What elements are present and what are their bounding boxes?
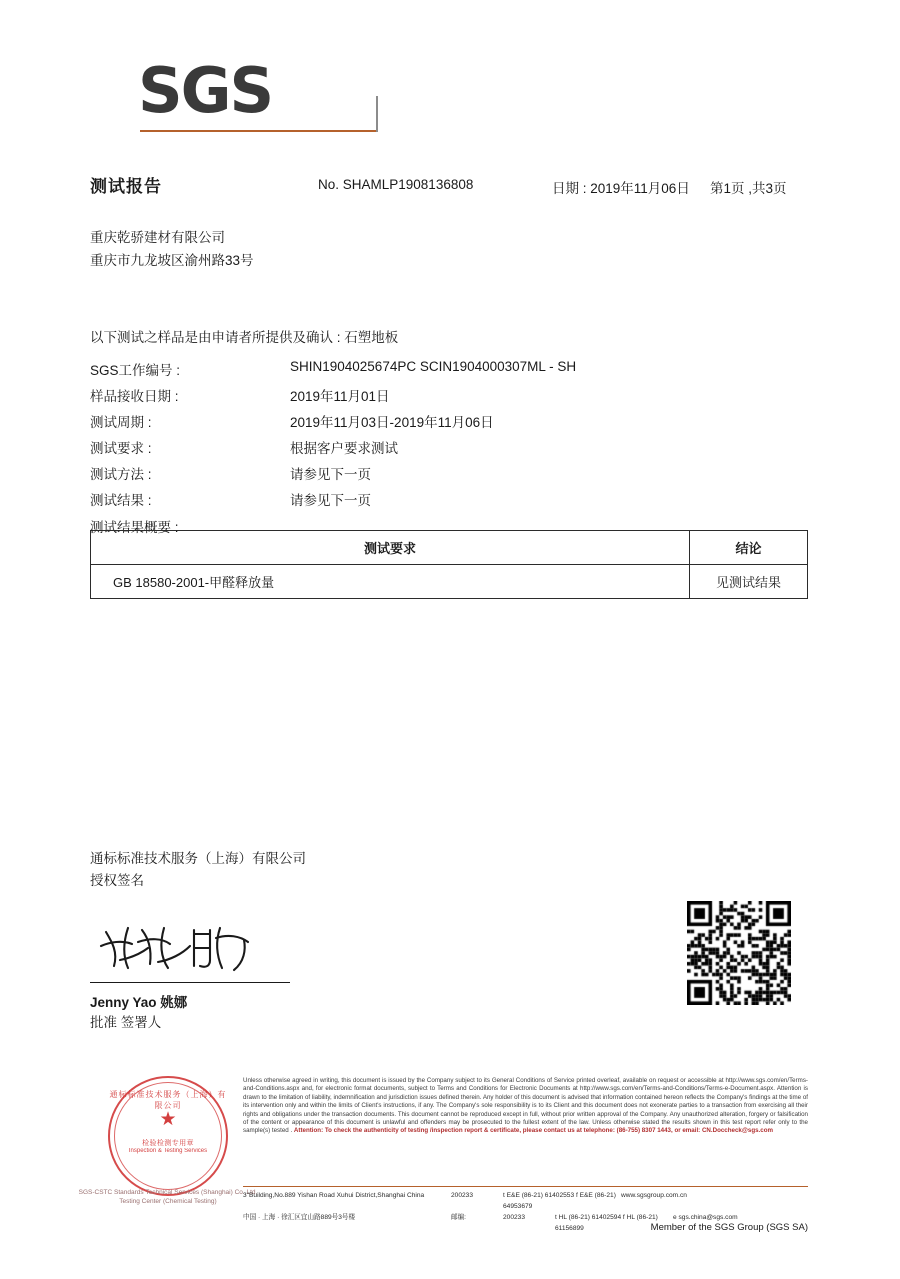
legal-attention: Attention: To check the authenticity of testing /inspection report & certificate, please contact us at telephone: (86-755) 8307 1443, xyxy=(293,1127,673,1135)
info-label: 测试结果 : xyxy=(90,493,152,508)
company-seal-stamp xyxy=(108,1076,228,1196)
info-value: SHIN1904025674PC SCIN1904000307ML - SH xyxy=(290,359,577,374)
col-header-conclusion: 结论 xyxy=(690,531,808,565)
legal-body: Unless otherwise agreed in writing, this document is issued by the Company subject to its General Conditions of Service printed overleaf, available on request or accessible at http://www.sgs.com/en/Terms-and-Conditions.aspx and, for electronic format documents, subject to Terms and Conditions for Electronic Documents at http://www.sgs.com/en/Terms-and-Conditions/Terms-e-Document.aspx. Attention is drawn to the limitation of liability, indemnification and jurisdiction issues defined therein. Any holder of this document is advised that information contained hereon reflects the Company's findings at the time of its intervention only and within the limits of Client's instructions, if any. The Company's sole responsibility is to its Client and this document does not exonerate parties to a transaction from exercising all their rights and obligations under the transaction documents. This document cannot be reproduced except in full, without prior written approval of the Company. Any unauthorized alteration, forgery or falsification of the content or appearance of this document is unlawful and offenders may be prosecuted to the fullest extent of the law. Unless otherwise stated the results shown in this test report refer only to the sample(s) tested . xyxy=(243,1077,808,1135)
client-company: 重庆乾骄建材有限公司 xyxy=(90,230,225,245)
table-row xyxy=(90,382,710,408)
legal-attention-email: or email: CN.Doccheck@sgs.com xyxy=(674,1127,773,1135)
info-value: 请参见下一页 xyxy=(290,467,371,482)
page-title: 测试报告 xyxy=(90,177,162,196)
signer-name: Jenny Yao 姚娜 xyxy=(90,995,188,1010)
signer-company-block xyxy=(90,848,306,892)
info-label: 样品接收日期 : xyxy=(90,389,179,404)
footer-address-en: 3"Building,No.889 Yishan Road Xuhui District,Shanghai China xyxy=(243,1192,425,1199)
result-summary-table xyxy=(90,530,808,599)
footer-website: www.sgsgroup.com.cn xyxy=(621,1192,687,1199)
summary-label: 测试结果概要 : xyxy=(90,520,179,535)
signer-role: 批准 签署人 xyxy=(90,1015,162,1030)
info-label: SGS工作编号 : xyxy=(90,363,181,378)
seal-inner-text-en: Inspection & Testing Services xyxy=(128,1148,208,1154)
footer-zip-label: 邮编: xyxy=(451,1214,467,1221)
authorized-signature-label: 授权签名 xyxy=(90,873,144,888)
signer-company: 通标标准技术服务（上海）有限公司 xyxy=(90,851,306,866)
footer-zip-cn: 200233 xyxy=(503,1214,526,1221)
logo-tick xyxy=(376,96,378,132)
info-value: 请参见下一页 xyxy=(290,493,371,508)
table-row xyxy=(90,408,710,434)
footer-email: e sgs.china@sgs.com xyxy=(673,1214,738,1221)
table-row xyxy=(90,356,710,382)
logo-underline xyxy=(140,130,378,132)
table-row xyxy=(90,434,710,460)
qr-code[interactable] xyxy=(684,898,800,1014)
report-date: 日期 : 2019年11月06日 xyxy=(552,181,690,196)
legal-disclaimer xyxy=(243,1077,808,1136)
footer-divider xyxy=(243,1186,808,1187)
handwritten-signature xyxy=(98,920,258,980)
table-row xyxy=(90,460,710,486)
seal-arc-text: 通标标准技术服务（上海）有限公司 xyxy=(109,1090,227,1110)
client-block xyxy=(90,226,254,272)
star-icon: ★ xyxy=(159,1109,177,1130)
footer-tel-en: t E&E (86-21) 61402553 f E&E (86-21) 64953679 xyxy=(503,1192,616,1210)
footer-member-text: Member of the SGS Group (SGS SA) xyxy=(650,1222,808,1233)
page-indicator: 第1页 ,共3页 xyxy=(710,181,787,196)
table-row xyxy=(91,565,808,599)
seal-caption: SGS-CSTC Standards Technical Services (Shanghai) Co.,Ltd. Testing Center (Chemical Testing) xyxy=(78,1189,258,1205)
cell-conclusion: 见测试结果 xyxy=(690,565,808,599)
info-label: 测试要求 : xyxy=(90,441,152,456)
qr-code-canvas xyxy=(687,901,791,1005)
seal-inner-text: 检验检测专用章 xyxy=(142,1140,194,1147)
col-header-requirement: 测试要求 xyxy=(91,531,690,565)
footer-tel-cn: t HL (86-21) 61402594 f HL (86-21) 61156899 xyxy=(555,1214,658,1232)
signature-line xyxy=(90,982,290,983)
footer-row-en xyxy=(243,1190,808,1212)
sample-info-table xyxy=(90,356,710,512)
cell-requirement: GB 18580-2001-甲醛释放量 xyxy=(91,565,690,599)
footer-address-cn: 中国 · 上海 · 徐汇区宜山路889号3号楼 xyxy=(243,1214,356,1221)
sample-note: 以下测试之样品是由申请者所提供及确认 : 石塑地板 xyxy=(90,330,399,345)
table-row xyxy=(90,486,710,512)
footer-zip-en: 200233 xyxy=(451,1192,474,1199)
info-value: 根据客户要求测试 xyxy=(290,441,398,456)
sgs-logo-text: SGS xyxy=(138,54,273,127)
table-header-row xyxy=(91,531,808,565)
info-label: 测试方法 : xyxy=(90,467,152,482)
sgs-logo xyxy=(138,54,378,136)
client-address: 重庆市九龙坡区渝州路33号 xyxy=(90,253,254,268)
info-value: 2019年11月01日 xyxy=(290,389,390,404)
info-label: 测试周期 : xyxy=(90,415,152,430)
report-number: No. SHAMLP1908136808 xyxy=(318,177,474,192)
info-value: 2019年11月03日-2019年11月06日 xyxy=(290,415,494,430)
